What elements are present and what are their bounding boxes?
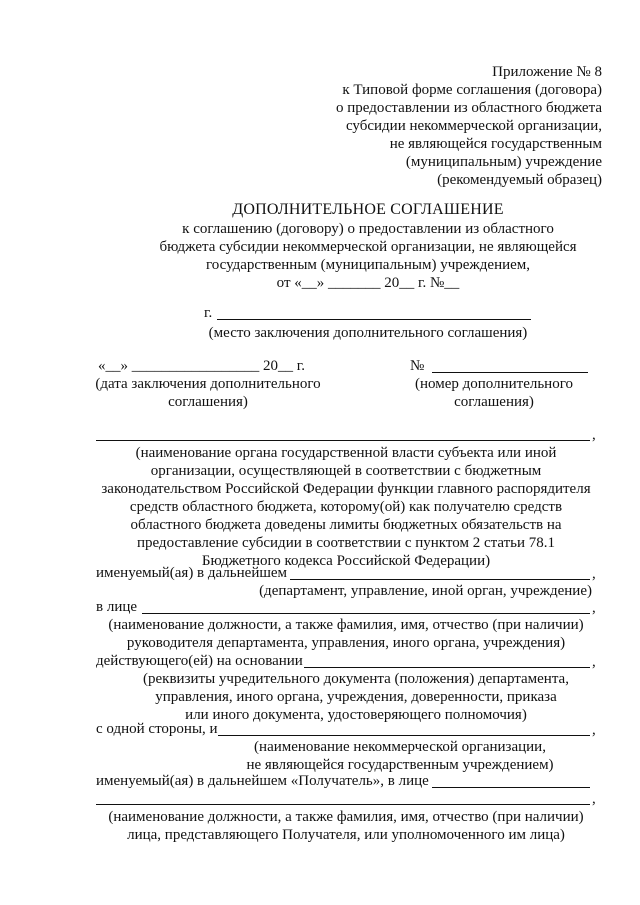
organ-caption: законодательством Российской Федерации функции главного распорядителя — [101, 481, 591, 497]
organ-caption: Бюджетного кодекса Российской Федерации) — [201, 553, 491, 569]
nko-caption: (наименование некоммерческой организации, — [254, 739, 546, 755]
nko-caption: не являющейся государственным учреждением) — [246, 757, 554, 773]
organ-caption: (наименование органа государственной власти субъекта или иной — [135, 445, 557, 461]
person-caption: руководителя департамента, управления, иного органа, учреждения) — [126, 635, 566, 651]
acting-label: действующего(ей) на основании — [96, 653, 303, 669]
acting-caption: или иного документа, удостоверяющего полномочия) — [185, 707, 527, 723]
appendix-line: Приложение № 8 — [492, 64, 602, 80]
comma: , — [592, 791, 596, 807]
appendix-line: к Типовой форме соглашения (договора) — [342, 82, 602, 98]
comma: , — [592, 600, 596, 616]
hereinafter-label: именуемый(ая) в дальнейшем — [96, 565, 288, 581]
acting-caption: управления, иного органа, учреждения, доверенности, приказа — [155, 689, 557, 705]
person-field-line[interactable] — [142, 613, 590, 614]
comma: , — [592, 566, 596, 582]
comma: , — [592, 427, 596, 443]
acting-caption: (реквизиты учредительного документа (положения) департамента, — [143, 671, 569, 687]
comma: , — [592, 722, 596, 738]
date-field[interactable]: «__» _________________ 20__ г. — [98, 358, 305, 374]
organ-field-line[interactable] — [96, 440, 590, 441]
appendix-line: (рекомендуемый образец) — [437, 172, 602, 188]
heading-line: к соглашению (договору) о предоставлении из областного — [182, 221, 554, 237]
date-caption: (дата заключения дополнительного — [95, 376, 321, 392]
recipient-label: именуемый(ая) в дальнейшем «Получатель», в лице — [96, 773, 429, 789]
number-caption: (номер дополнительного — [415, 376, 573, 392]
number-caption: соглашения) — [454, 394, 534, 410]
recipient-field-line[interactable] — [432, 787, 590, 788]
hereinafter-caption: (департамент, управление, иной орган, учреждение) — [259, 583, 592, 599]
organ-caption: средств областного бюджета, которому(ой) как получателю средств — [129, 499, 563, 515]
number-field-line[interactable] — [432, 372, 588, 373]
person-caption: (наименование должности, а также фамилия, имя, отчество (при наличии) — [108, 617, 584, 633]
heading-line: государственным (муниципальным) учреждением, — [205, 257, 531, 273]
comma: , — [592, 654, 596, 670]
city-prefix: г. — [204, 305, 213, 321]
document-title: ДОПОЛНИТЕЛЬНОЕ СОГЛАШЕНИЕ — [232, 201, 504, 218]
date-caption: соглашения) — [168, 394, 248, 410]
appendix-line: о предоставлении из областного бюджета — [336, 100, 602, 116]
place-caption: (место заключения дополнительного соглашения) — [208, 325, 528, 341]
agreement-date-number: от «__» _______ 20__ г. №__ — [276, 275, 460, 291]
organ-caption: предоставление субсидии в соответствии с пунктом 2 статьи 78.1 — [136, 535, 556, 551]
hereinafter-field-line[interactable] — [290, 579, 590, 580]
heading-line: бюджета субсидии некоммерческой организации, не являющейся — [159, 239, 577, 255]
nko-field-line[interactable] — [218, 735, 590, 736]
recipient-caption: (наименование должности, а также фамилия, имя, отчество (при наличии) — [108, 809, 584, 825]
place-field-line[interactable] — [217, 319, 531, 320]
appendix-line: субсидии некоммерческой организации, — [345, 118, 602, 134]
organ-caption: областного бюджета доведены лимиты бюджетных обязательств на — [130, 517, 562, 533]
recipient-caption: лица, представляющего Получателя, или уполномоченного им лица) — [127, 827, 565, 843]
appendix-line: (муниципальным) учреждение — [405, 154, 602, 170]
one-side-label: с одной стороны, и — [96, 721, 218, 737]
in-person-label: в лице — [96, 599, 138, 615]
acting-field-line[interactable] — [304, 667, 590, 668]
recipient-person-field-line[interactable] — [96, 804, 590, 805]
number-prefix: № — [410, 358, 425, 374]
appendix-line: не являющейся государственным — [389, 136, 602, 152]
organ-caption: организации, осуществляющей в соответствии с бюджетным — [150, 463, 542, 479]
